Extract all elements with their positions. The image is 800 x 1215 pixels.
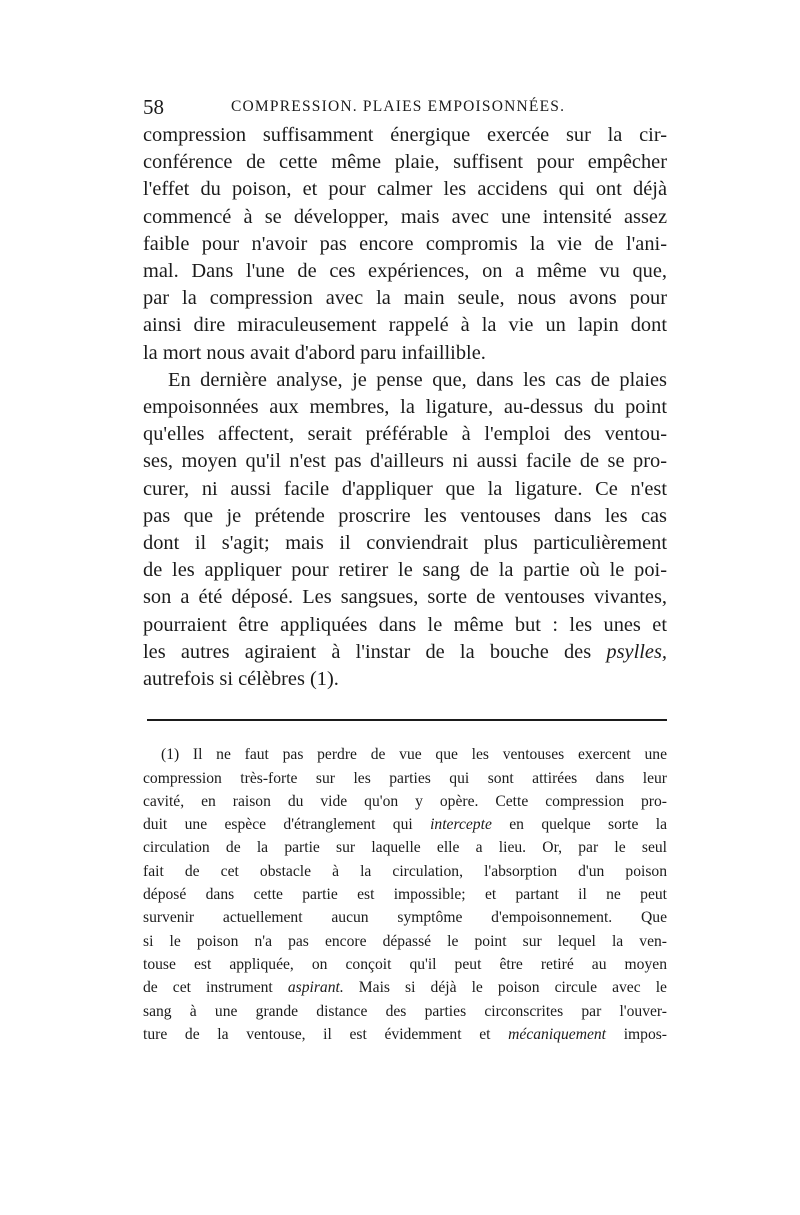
- text-line: pourraient être appliquées dans le même but : les unes et: [143, 613, 667, 636]
- text-line: dont il s'agit; mais il conviendrait plus particulièrement: [143, 532, 667, 555]
- text-line: curer, ni aussi facile d'appliquer que la ligature. Ce n'est: [143, 477, 667, 500]
- text-line: l'effet du poison, et pour calmer les accidens qui ont déjà: [143, 178, 667, 201]
- text-segment: les autres agiraient à l'instar de la bouche des: [143, 640, 592, 663]
- footnote-line: touse est appliquée, on conçoit qu'il peut être retiré au moyen: [143, 955, 667, 973]
- main-text: [143, 122, 667, 693]
- text-line: ainsi dire miraculeusement rappelé à la vie un lapin dont: [143, 314, 667, 337]
- footnote: [143, 743, 667, 1046]
- footnote-line: déposé dans cette partie est impossible; et partant il ne peut: [143, 886, 667, 904]
- text-line: son a été déposé. Les sangsues, sorte de ventouses vivantes,: [143, 586, 667, 609]
- text-segment: ture de la ventouse, il est évidemment et: [143, 1025, 491, 1043]
- text-line: [143, 639, 667, 666]
- running-title: COMPRESSION. PLAIES EMPOISONNÉES.: [231, 98, 566, 115]
- text-segment: en quelque sorte la: [509, 816, 667, 834]
- text-line: mal. Dans l'une de ces expériences, on a même vu que,: [143, 260, 667, 283]
- italic-word: psylles,: [606, 640, 667, 663]
- footnote-line: circulation de la partie sur laquelle elle a lieu. Or, par le seul: [143, 839, 667, 857]
- running-head: [143, 92, 667, 122]
- footnote-line: (1) Il ne faut pas perdre de vue que les ventouses exercent une: [161, 746, 667, 764]
- text-line: compression suffisamment énergique exercée sur la cir-: [143, 124, 667, 146]
- text-line: par la compression avec la main seule, nous avons pour: [143, 287, 667, 310]
- text-line: En dernière analyse, je pense que, dans les cas de plaies: [168, 368, 667, 391]
- paragraph-2: [143, 367, 667, 693]
- text-line: ses, moyen qu'il n'est pas d'ailleurs ni aussi facile de se pro-: [143, 450, 667, 473]
- footnote-line: [143, 813, 667, 836]
- footnote-rule: [147, 719, 667, 721]
- text-line: commencé à se développer, mais avec une intensité assez: [143, 205, 667, 228]
- text-line: la mort nous avait d'abord paru infaillible.: [143, 341, 486, 364]
- footnote-line: [143, 1023, 667, 1046]
- book-page: [143, 92, 667, 1046]
- text-segment: de cet instrument: [143, 979, 273, 997]
- footnote-line: compression très-forte sur les parties qui sont attirées dans leur: [143, 769, 667, 787]
- footnote-line: sang à une grande distance des parties circonscrites par l'ouver-: [143, 1002, 667, 1020]
- footnote-line: [143, 976, 667, 999]
- italic-word: aspirant.: [287, 979, 344, 997]
- footnote-line: survenir actuellement aucun symptôme d'empoisonnement. Que: [143, 909, 667, 927]
- italic-word: mécaniquement: [508, 1025, 607, 1043]
- text-segment: duit une espèce d'étranglement qui: [143, 816, 413, 834]
- footnote-line: si le poison n'a pas encore dépassé le point sur lequel la ven-: [143, 932, 667, 950]
- text-line: de les appliquer pour retirer le sang de la partie où le poi-: [143, 559, 667, 582]
- text-line: autrefois si célèbres (1).: [143, 668, 339, 691]
- footnote-line: fait de cet obstacle à la circulation, l'absorption d'un poison: [143, 862, 667, 880]
- text-line: empoisonnées aux membres, la ligature, au-dessus du point: [143, 396, 667, 419]
- text-line: conférence de cette même plaie, suffisent pour empêcher: [143, 151, 667, 174]
- text-line: faible pour n'avoir pas encore compromis la vie de l'ani-: [143, 232, 667, 255]
- paragraph-1: [143, 122, 667, 367]
- text-line: qu'elles affectent, serait préférable à l'emploi des ventou-: [143, 423, 667, 446]
- text-segment: impos-: [623, 1025, 668, 1043]
- page-number: 58: [143, 95, 164, 119]
- footnote-line: cavité, en raison du vide qu'on y opère. Cette compression pro-: [143, 792, 667, 810]
- text-line: pas que je prétende proscrire les ventouses dans les cas: [143, 504, 667, 527]
- text-segment: Mais si déjà le poison circule avec le: [358, 979, 667, 997]
- italic-word: intercepte: [430, 816, 492, 834]
